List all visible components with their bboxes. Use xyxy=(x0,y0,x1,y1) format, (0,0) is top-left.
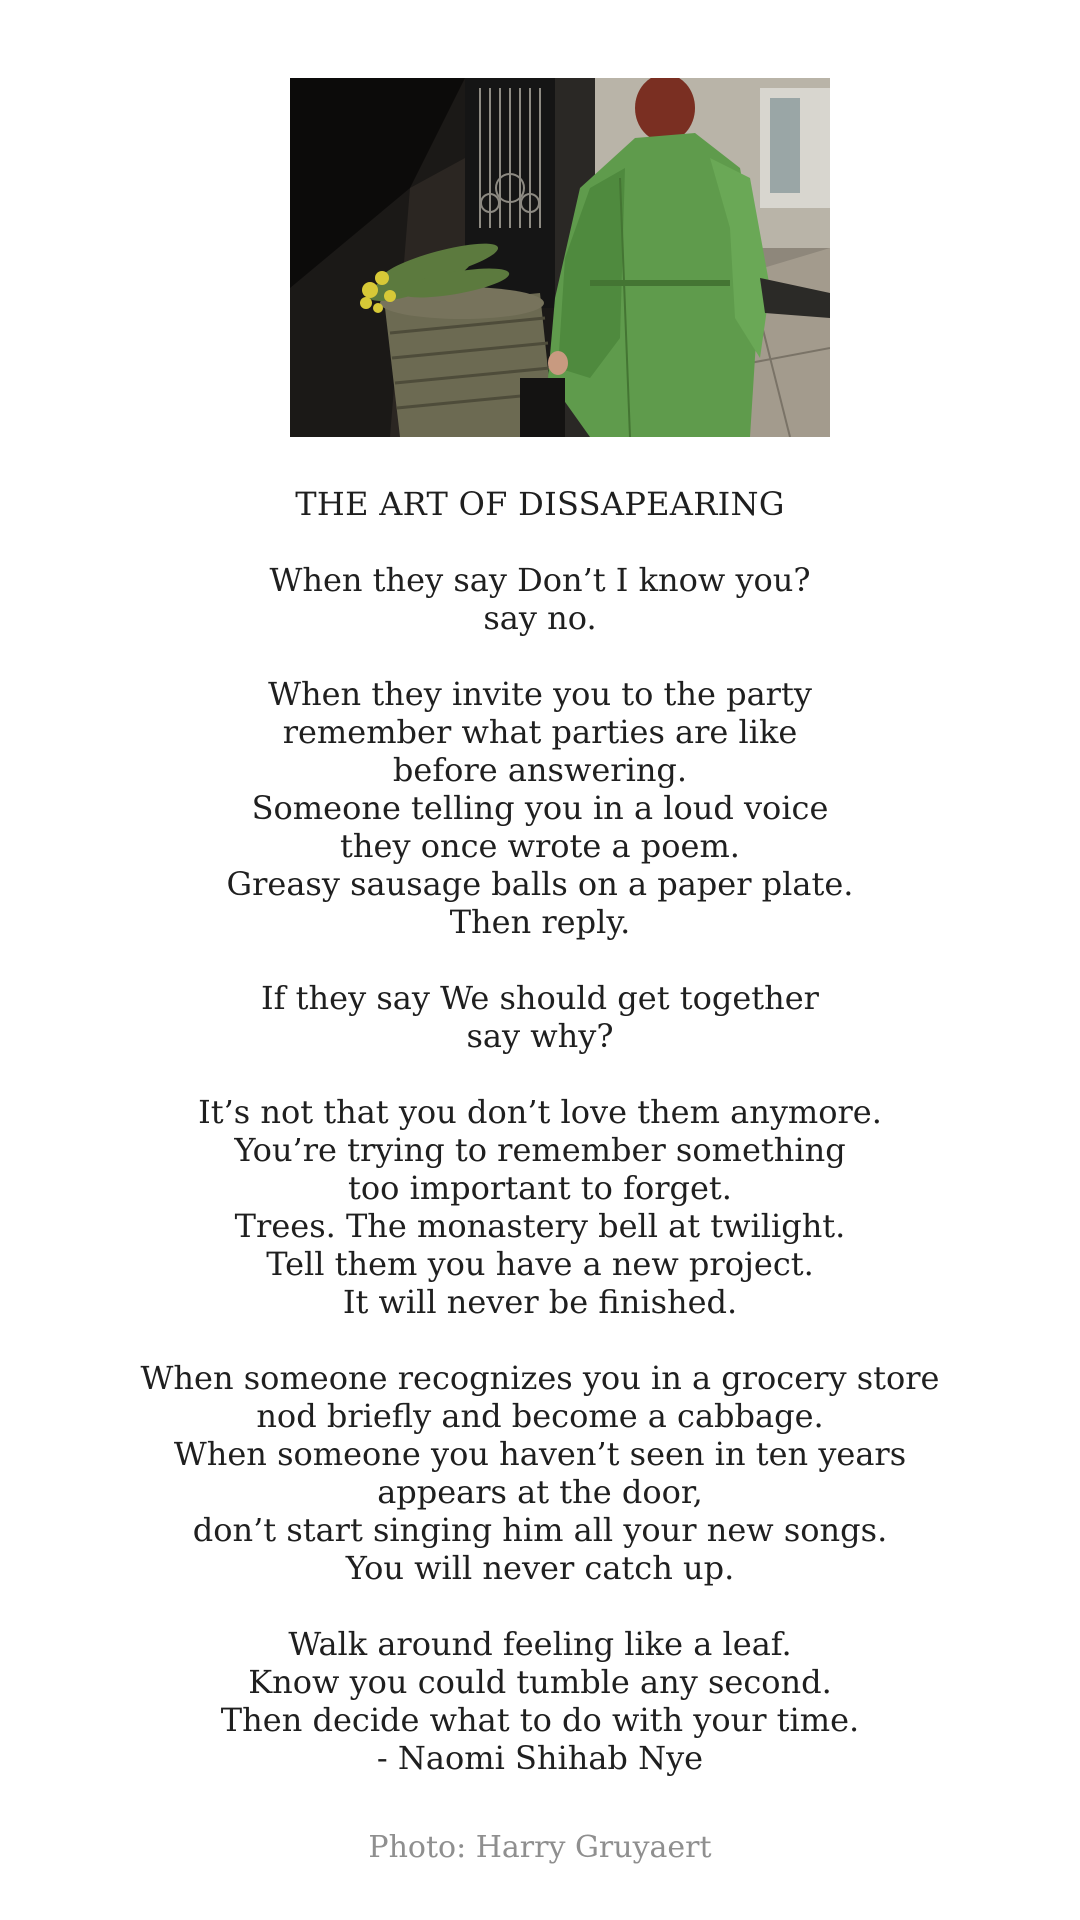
poem-stanza xyxy=(0,1093,1080,1321)
poem-body xyxy=(0,561,1080,1777)
poem-line: When someone recognizes you in a grocery store xyxy=(140,1359,940,1397)
poem-line: they once wrote a poem. xyxy=(340,827,740,865)
poem xyxy=(0,485,1080,1815)
poem-line: Trees. The monastery bell at twilight. xyxy=(234,1207,846,1245)
poem-line: Know you could tumble any second. xyxy=(248,1663,832,1701)
poem-line: Someone telling you in a loud voice xyxy=(251,789,829,827)
poem-line: When they invite you to the party xyxy=(268,675,812,713)
poem-stanza xyxy=(0,561,1080,637)
poem-line: - Naomi Shihab Nye xyxy=(376,1739,704,1777)
poem-stanza xyxy=(0,1359,1080,1587)
poem-line: nod briefly and become a cabbage. xyxy=(256,1397,824,1435)
poem-stanza xyxy=(0,675,1080,941)
poem-line: It’s not that you don’t love them anymore. xyxy=(198,1093,882,1131)
poem-line: say no. xyxy=(483,599,597,637)
poem-line: When someone you haven’t seen in ten years xyxy=(173,1435,907,1473)
street-scene-illustration xyxy=(290,78,830,437)
photo-credit: Photo: Harry Gruyaert xyxy=(368,1830,712,1865)
poem-line: Walk around feeling like a leaf. xyxy=(288,1625,792,1663)
poem-line: It will never be finished. xyxy=(342,1283,738,1321)
poem-title: THE ART OF DISSAPEARING xyxy=(295,485,785,523)
poem-line: You’re trying to remember something xyxy=(234,1131,846,1169)
poem-line: Tell them you have a new project. xyxy=(266,1245,814,1283)
street-photo xyxy=(290,78,830,437)
poem-line: If they say We should get together xyxy=(261,979,819,1017)
poem-line: too important to forget. xyxy=(348,1169,732,1207)
poem-stanza xyxy=(0,979,1080,1055)
poem-line: appears at the door, xyxy=(377,1473,703,1511)
poem-line: before answering. xyxy=(392,751,688,789)
poem-line: When they say Don’t I know you? xyxy=(269,561,811,599)
poem-stanza xyxy=(0,1625,1080,1777)
poem-line: remember what parties are like xyxy=(282,713,798,751)
poem-line: say why? xyxy=(466,1017,614,1055)
poem-line: Greasy sausage balls on a paper plate. xyxy=(226,865,854,903)
poem-line: don’t start singing him all your new songs. xyxy=(192,1511,888,1549)
poem-line: You will never catch up. xyxy=(345,1549,735,1587)
poem-line: Then decide what to do with your time. xyxy=(220,1701,860,1739)
poem-line: Then reply. xyxy=(449,903,631,941)
